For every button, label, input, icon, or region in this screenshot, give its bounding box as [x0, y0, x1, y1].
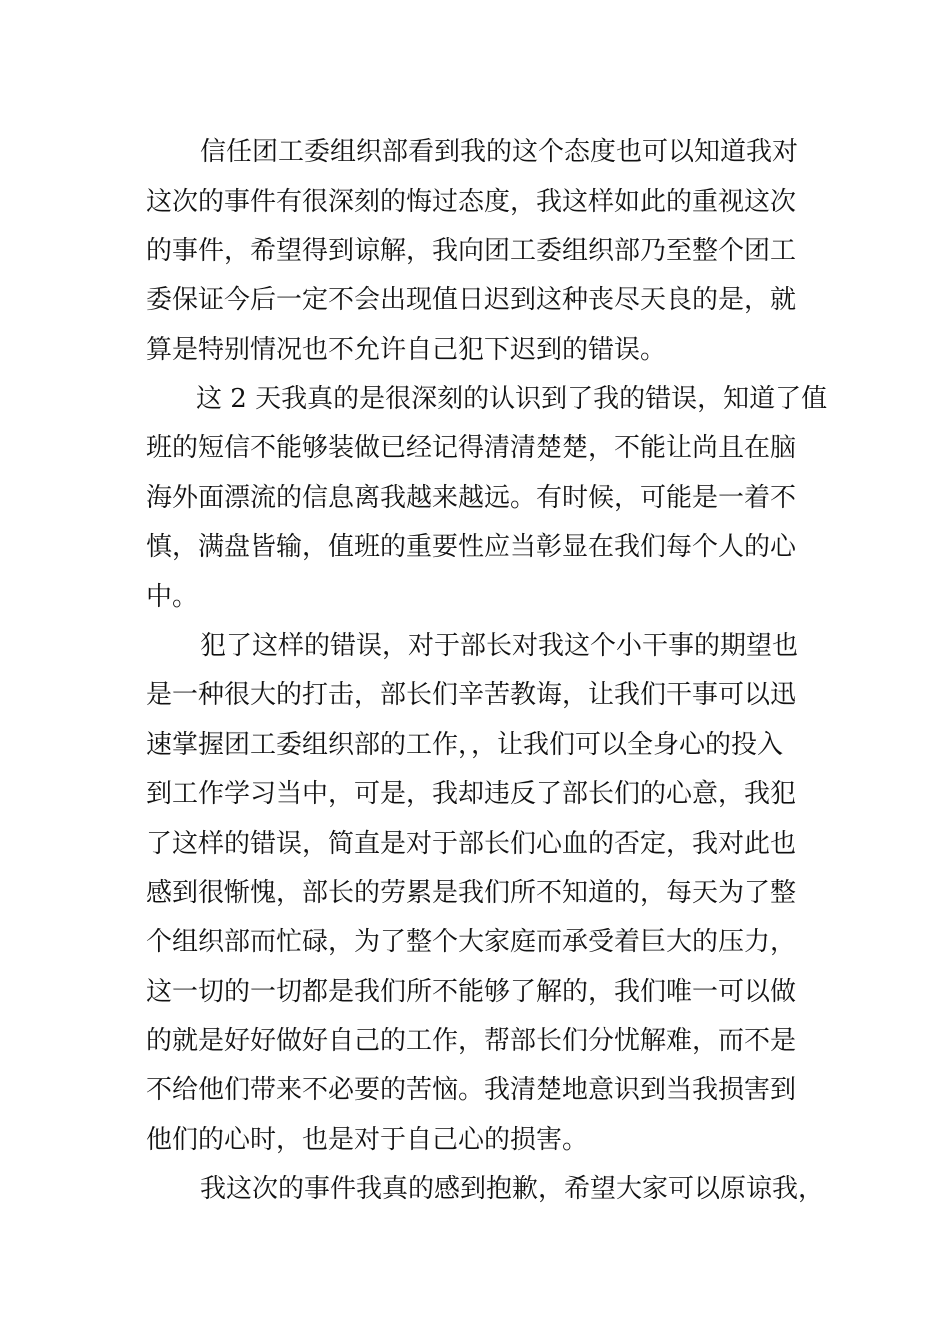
- paragraph-3-line-4: 到工作学习当中，可是，我却违反了部长们的心意，我犯: [146, 779, 797, 809]
- paragraph-2-line-4: 慎，满盘皆输，值班的重要性应当彰显在我们每个人的心: [146, 532, 797, 562]
- paragraph-3-line-7: 个组织部而忙碌，为了整个大家庭而承受着巨大的压力，: [146, 927, 797, 957]
- paragraph-3-line-11: 他们的心时，也是对于自己心的损害。: [146, 1125, 589, 1155]
- paragraph-3-line-1: 犯了这样的错误，对于部长对我这个小干事的期望也: [200, 631, 799, 661]
- paragraph-3-line-5: 了这样的错误，简直是对于部长们心血的否定，我对此也: [146, 829, 797, 859]
- paragraph-3-line-10: 不给他们带来不必要的苦恼。我清楚地意识到当我损害到: [146, 1075, 797, 1105]
- paragraph-2-line-2: 班的短信不能够装做已经记得清清楚楚，不能让尚且在脑: [146, 433, 797, 463]
- paragraph-3-line-2: 是一种很大的打击，部长们辛苦教诲，让我们干事可以迅: [146, 680, 797, 710]
- paragraph-1-line-1: 信任团工委组织部看到我的这个态度也可以知道我对: [200, 137, 799, 167]
- paragraph-1-line-3: 的事件，希望得到谅解，我向团工委组织部乃至整个团工: [146, 236, 797, 266]
- paragraph-1-line-2: 这次的事件有很深刻的悔过态度，我这样如此的重视这次: [146, 187, 797, 217]
- paragraph-3-line-6: 感到很惭愧，部长的劳累是我们所不知道的，每天为了整: [146, 878, 797, 908]
- paragraph-3-line-3: 速掌握团工委组织部的工作，，让我们可以全身心的投入: [146, 730, 784, 760]
- paragraph-1-line-4: 委保证今后一定不会出现值日迟到这种丧尽天良的是，就: [146, 285, 797, 315]
- paragraph-4-line-1: 我这次的事件我真的感到抱歉，希望大家可以原谅我，: [200, 1174, 825, 1204]
- paragraph-1-line-5: 算是特别情况也不允许自己犯下迟到的错误。: [146, 335, 667, 365]
- paragraph-3-line-9: 的就是好好做好自己的工作，帮部长们分忧解难，而不是: [146, 1026, 797, 1056]
- paragraph-2-line-3: 海外面漂流的信息离我越来越远。有时候，可能是一着不: [146, 483, 797, 513]
- paragraph-3-line-8: 这一切的一切都是我们所不能够了解的，我们唯一可以做: [146, 977, 797, 1007]
- paragraph-2-line-1: 这 2 天我真的是很深刻的认识到了我的错误，知道了值: [196, 384, 828, 414]
- paragraph-2-line-5: 中。: [146, 582, 199, 612]
